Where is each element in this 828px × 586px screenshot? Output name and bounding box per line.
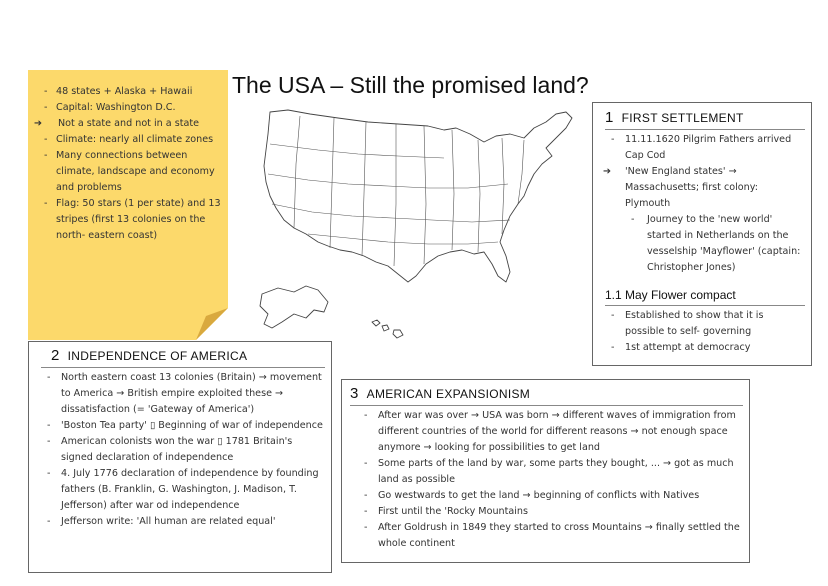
list-item: [605, 340, 805, 356]
list-item-text: 'Boston Tea party' ▯ Beginning of war of independence: [61, 420, 323, 431]
list-item: [41, 370, 325, 418]
section-heading: [350, 385, 743, 402]
independence-box: [28, 341, 332, 573]
expansionism-box: [341, 379, 750, 563]
subsection-heading: 1.1 May Flower compact: [605, 288, 736, 302]
section-title: AMERICAN EXPANSIONISM: [366, 387, 531, 401]
list-item-text: 4. July 1776 declaration of independence by founding fathers (B. Franklin, G. Washington, J. Madison, T. Jefferson) after war od independence: [61, 468, 319, 511]
list-item: [605, 164, 805, 212]
list-item-text: Climate: nearly all climate zones: [56, 134, 214, 145]
section-title: INDEPENDENCE OF AMERICA: [67, 349, 248, 363]
first-settlement-list: [605, 132, 805, 276]
contiguous-us-shape: [264, 110, 572, 282]
list-item: [358, 520, 743, 552]
bullet-marker: -: [44, 198, 48, 209]
bullet-marker: -: [44, 134, 48, 145]
section-number: 3: [350, 385, 359, 402]
bullet-marker: -: [47, 372, 51, 383]
divider: [605, 129, 805, 130]
bullet-marker: -: [47, 516, 51, 527]
list-item: [41, 418, 325, 434]
list-item: [605, 132, 805, 164]
arrow-icon: ➔: [603, 166, 612, 177]
bullet-marker: -: [47, 420, 51, 431]
bullet-marker: -: [364, 458, 368, 469]
divider: [605, 305, 805, 306]
bullet-marker: -: [364, 506, 368, 517]
bullet-marker: -: [611, 342, 615, 353]
list-item-text: After war was over → USA was born → different waves of immigration from different countries of the world for different reasons → not enough space anymore → looking for possibilities to get land: [378, 410, 736, 453]
list-item-text: 11.11.1620 Pilgrim Fathers arrived Cap Cod: [625, 134, 792, 161]
section-heading: [605, 109, 805, 126]
compact-list: [605, 308, 805, 356]
list-item-text: North eastern coast 13 colonies (Britain) → movement to America → British empire exploited these → dissatisfaction (= 'Gateway of America'): [61, 372, 322, 415]
list-item: [358, 456, 743, 488]
list-item-text: 'New England states' → Massachusetts; first colony: Plymouth: [625, 166, 758, 209]
section-heading: [51, 347, 325, 364]
list-item-text: First until the 'Rocky Mountains: [378, 506, 528, 517]
list-item: [605, 308, 805, 340]
list-item-text: Established to show that it is possible to self- governing: [625, 310, 764, 337]
bullet-marker: -: [364, 522, 368, 533]
alaska-shape: [260, 286, 328, 328]
list-item: [41, 514, 325, 530]
list-item-text: American colonists won the war ▯ 1781 Britain's signed declaration of independence: [61, 436, 293, 463]
list-item-text: Not a state and not in a state: [58, 118, 200, 129]
expansionism-list: [350, 408, 743, 552]
list-item-text: 48 states + Alaska + Hawaii: [56, 86, 193, 97]
bullet-marker: -: [364, 490, 368, 501]
list-item: [605, 212, 805, 276]
list-item-text: Go westwards to get the land → beginning of conflicts with Natives: [378, 490, 700, 501]
arrow-icon: ➔: [34, 118, 43, 129]
bullet-marker: -: [44, 86, 48, 97]
bullet-marker: -: [47, 468, 51, 479]
bullet-marker: -: [47, 436, 51, 447]
independence-list: [41, 370, 325, 530]
list-item-text: Jefferson write: 'All human are related equal': [61, 516, 276, 527]
usa-map: [248, 104, 584, 342]
list-item-text: After Goldrush in 1849 they started to cross Mountains → finally settled the whole continent: [378, 522, 740, 549]
list-item-text: Journey to the 'new world' started in Netherlands on the vesselship 'Mayflower' (captain: Christopher Jones): [647, 214, 801, 273]
list-item-text: Flag: 50 stars (1 per state) and 13 stripes (first 13 colonies on the north- eastern coast): [56, 198, 221, 241]
list-item-text: Some parts of the land by war, some parts they bought, ... → got as much land as possible: [378, 458, 734, 485]
first-settlement-box: [592, 102, 812, 366]
list-item-text: 1st attempt at democracy: [625, 342, 751, 353]
hawaii-shape: [372, 320, 403, 338]
usa-map-outline: [260, 110, 572, 338]
list-item: [358, 488, 743, 504]
bullet-marker: -: [44, 150, 48, 161]
list-item: [41, 434, 325, 466]
list-item: [358, 504, 743, 520]
divider: [350, 405, 743, 406]
list-item: [41, 466, 325, 514]
list-item: [358, 408, 743, 456]
bullet-marker: -: [611, 310, 615, 321]
list-item-text: Capital: Washington D.C.: [56, 102, 176, 113]
bullet-marker: -: [631, 214, 635, 225]
section-number: 1: [605, 109, 614, 126]
divider: [41, 367, 325, 368]
section-title: FIRST SETTLEMENT: [621, 111, 744, 125]
bullet-marker: -: [44, 102, 48, 113]
list-item-text: Many connections between climate, landscape and economy and problems: [56, 150, 215, 193]
bullet-marker: -: [364, 410, 368, 421]
bullet-marker: -: [611, 134, 615, 145]
section-number: 2: [51, 347, 60, 364]
page-title: The USA – Still the promised land?: [232, 72, 589, 98]
